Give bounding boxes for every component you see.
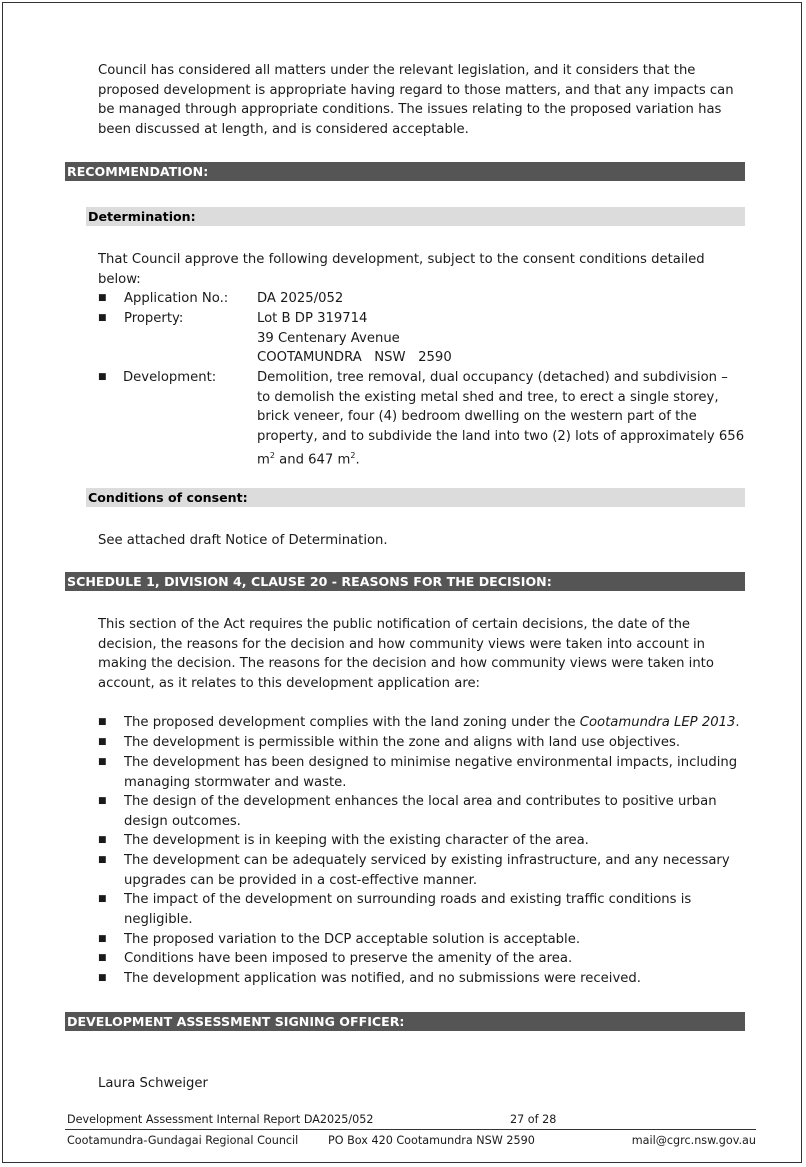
bullet-icon: ■ [98, 737, 107, 747]
intro-paragraph: Council has considered all matters under the relevant legislation, and it considers that the proposed development is appropriate having regard to those matters, and that any impacts can be managed through appropriate conditions. The issues relating to the proposed variation has been discussed at length, and is considered acceptable. [98, 63, 734, 137]
conditions-text: See attached draft Notice of Determination. [98, 533, 388, 548]
list-item-text: The impact of the development on surrounding roads and existing traffic conditions is negligible. [124, 892, 692, 927]
list-item-text: The design of the development enhances the local area and contributes to positive urban design outcomes. [124, 794, 717, 829]
footer-email: mail@cgrc.nsw.gov.au [631, 1134, 756, 1147]
property-line: COOTAMUNDRA NSW 2590 [257, 350, 452, 366]
list-item [98, 733, 748, 753]
list-item [98, 969, 748, 989]
list-item-text: Conditions have been imposed to preserve the amenity of the area. [124, 951, 573, 966]
bullet-icon: ■ [98, 934, 107, 944]
bullet-icon: ■ [98, 855, 107, 865]
list-item-text: The development is in keeping with the existing character of the area. [124, 833, 589, 848]
bullet-icon: ■ [98, 894, 107, 904]
list-item-text: The development application was notified, and no submissions were received. [124, 971, 641, 986]
reasons-intro: This section of the Act requires the public notification of certain decisions, the date of the decision, the reasons for the decision and how community views were taken into account in making the decision. The reasons for the decision and how community views were taken into account, as it relates to this development application are: [98, 617, 714, 691]
bullet-icon: ■ [98, 757, 107, 767]
detail-property [98, 309, 748, 369]
list-item [98, 831, 748, 851]
property-line: Lot B DP 319714 [257, 311, 368, 326]
bullet-icon: ■ [98, 973, 107, 983]
list-item [98, 949, 748, 969]
list-item-text: The development can be adequately serviced by existing infrastructure, and any necessary upgrades can be provided in a cost-effective manner. [124, 853, 730, 888]
bullet-icon: ■ [98, 835, 107, 845]
list-item [98, 792, 748, 831]
footer-divider [65, 1129, 756, 1130]
list-item [98, 890, 748, 929]
bullet-icon: ■ [98, 796, 107, 806]
bullet-icon: ■ [98, 372, 107, 382]
footer-page-number: 27 of 28 [510, 1113, 557, 1126]
bullet-icon: ■ [98, 953, 107, 963]
determination-intro: That Council approve the following development, subject to the consent conditions detailed below: [98, 252, 705, 287]
detail-application [98, 289, 748, 309]
list-item [98, 753, 748, 792]
list-item-text: The development is permissible within the zone and aligns with land use objectives. [124, 735, 681, 750]
footer-report-title: Development Assessment Internal Report DA2025/052 [67, 1113, 374, 1126]
detail-value: DA 2025/052 [257, 291, 344, 306]
reasons-heading: SCHEDULE 1, DIVISION 4, CLAUSE 20 - REASONS FOR THE DECISION: [65, 572, 745, 591]
list-item-text: The proposed development complies with the land zoning under the Cootamundra LEP 2013. [124, 715, 740, 730]
footer-council: Cootamundra-Gundagai Regional Council [67, 1134, 299, 1147]
list-item-text: The proposed variation to the DCP acceptable solution is acceptable. [124, 932, 581, 947]
determination-heading: Determination: [86, 207, 745, 226]
property-line: 39 Centenary Avenue [257, 330, 400, 346]
footer-address: PO Box 420 Cootamundra NSW 2590 [328, 1134, 535, 1147]
detail-label: Development: [123, 370, 217, 385]
detail-development [98, 368, 748, 468]
detail-label: Application No.: [124, 291, 229, 306]
list-item-text: The development has been designed to minimise negative environmental impacts, including managing stormwater and waste. [124, 755, 738, 790]
list-item [98, 713, 748, 733]
list-item [98, 930, 748, 950]
bullet-icon: ■ [98, 293, 107, 303]
signing-officer-name: Laura Schweiger [98, 1076, 208, 1091]
signing-heading: DEVELOPMENT ASSESSMENT SIGNING OFFICER: [65, 1012, 745, 1031]
bullet-icon: ■ [98, 313, 107, 323]
recommendation-heading: RECOMMENDATION: [65, 162, 745, 181]
bullet-icon: ■ [98, 717, 107, 727]
list-item [98, 851, 748, 890]
detail-label: Property: [124, 311, 184, 326]
conditions-heading: Conditions of consent: [86, 488, 745, 507]
development-description: Demolition, tree removal, dual occupancy (detached) and subdivision – to demolish the existing metal shed and tree, to erect a single storey, brick veneer, four (4) bedroom dwelling on the western part of the property, and to subdivide the land into two (2) lots of approximately 656 $m^2$ and 647 $m^2$. [257, 370, 745, 468]
